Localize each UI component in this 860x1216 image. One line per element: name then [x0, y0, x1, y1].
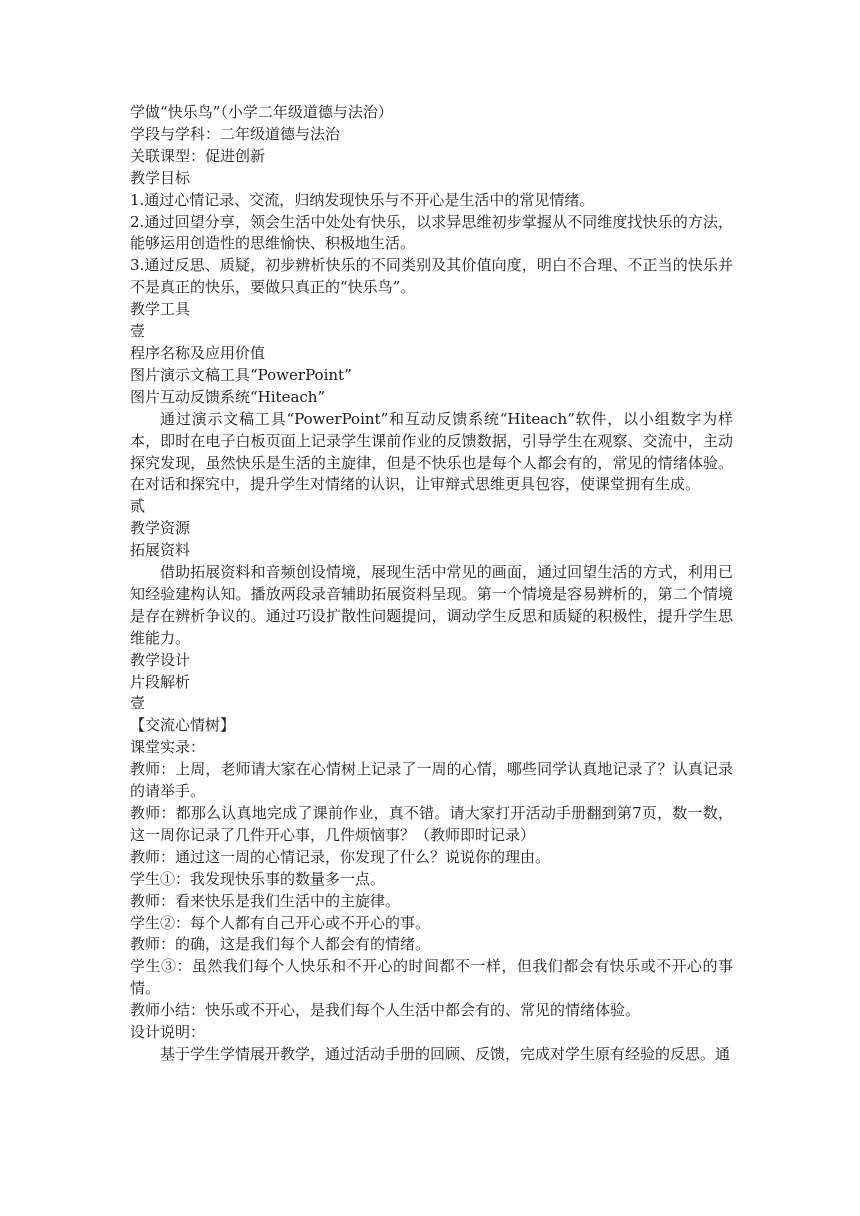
dialogue-line: 教师：通过这一周的心情记录，你发现了什么？说说你的理由。 — [130, 847, 551, 866]
design-subheading: 片段解析 — [130, 672, 191, 691]
goal-item: 3.通过反思、质疑，初步辨析快乐的不同类别及其价值向度，明白不合理、不正当的快乐并不是真正的快乐，要做只真正的“快乐鸟”。 — [130, 256, 733, 297]
tools-paragraph: 通过演示文稿工具“PowerPoint”和互动反馈系统“Hiteach”软件，以小组数字为样本，即时在电子白板页面上记录学生课前作业的反馈数据，引导学生在观察、交流中，主动探究发现，虽然快乐是生活的主旋律，但是不快乐也是每个人都会有的，常见的情绪体验。在对话和探究中，提升学生对情绪的认识，让审辩式思维更具包容，使课堂拥有生成。 — [130, 409, 733, 494]
goal-item: 2.通过回望分享，领会生活中处处有快乐，以求异思维初步掌握从不同维度找快乐的方法，能够运用创造性的思维愉快、积极地生活。 — [130, 212, 733, 253]
tools-subheading: 程序名称及应用价值 — [130, 343, 266, 362]
design-number: 壹 — [130, 694, 146, 713]
goals-heading: 教学目标 — [130, 168, 191, 187]
design-note-paragraph: 基于学生学情展开教学，通过活动手册的回顾、反馈，完成对学生原有经验的反思。通 — [160, 1044, 731, 1063]
design-note-label: 设计说明： — [130, 1023, 206, 1042]
resources-subheading: 拓展资料 — [130, 541, 191, 560]
resources-heading: 教学资源 — [130, 519, 191, 538]
dialogue-line: 教师：都那么认真地完成了课前作业，真不错。请大家打开活动手册翻到第7页，数一数，这一周你记录了几件开心事，几件烦恼事？（教师即时记录） — [130, 804, 733, 844]
dialogue-line: 教师小结：快乐或不开心，是我们每个人生活中都会有的、常见的情绪体验。 — [130, 1001, 641, 1020]
dialogue-line: 学生②：每个人都有自己开心或不开心的事。 — [130, 913, 431, 932]
record-label: 课堂实录： — [130, 738, 206, 757]
dialogue-line: 学生③：虽然我们每个人快乐和不开心的时间都不一样，但我们都会有快乐或不开心的事情。 — [130, 957, 733, 998]
design-heading: 教学设计 — [130, 650, 191, 669]
dialogue-line: 教师：看来快乐是我们生活中的主旋律。 — [130, 891, 401, 910]
resources-number: 贰 — [130, 497, 146, 516]
tools-number: 壹 — [130, 322, 146, 341]
tool-item: 图片演示文稿工具“PowerPoint” — [130, 365, 352, 384]
meta-lesson-type: 关联课型：促进创新 — [130, 146, 266, 165]
segment-title: 【交流心情树】 — [130, 716, 236, 735]
goal-item: 1.通过心情记录、交流，归纳发现快乐与不开心是生活中的常见情绪。 — [130, 190, 595, 209]
document-page — [130, 102, 733, 1066]
dialogue-line: 学生①：我发现快乐事的数量多一点。 — [130, 869, 386, 888]
dialogue-line: 教师：上周，老师请大家在心情树上记录了一周的心情，哪些同学认真地记录了？认真记录的请举手。 — [130, 760, 733, 801]
meta-subject: 学段与学科：二年级道德与法治 — [130, 124, 341, 143]
dialogue-line: 教师：的确，这是我们每个人都会有的情绪。 — [130, 935, 431, 954]
document-title: 学做“快乐鸟”（小学二年级道德与法治） — [130, 103, 393, 121]
tools-heading: 教学工具 — [130, 300, 191, 319]
resources-paragraph: 借助拓展资料和音频创设情境，展现生活中常见的画面，通过回望生活的方式，利用已知经验建构认知。播放两段录音辅助拓展资料呈现。第一个情境是容易辨析的，第二个情境是存在辨析争议的。通过巧设扩散性问题提问，调动学生反思和质疑的积极性，提升学生思维能力。 — [130, 563, 733, 647]
tool-item: 图片互动反馈系统“Hiteach” — [130, 387, 326, 406]
